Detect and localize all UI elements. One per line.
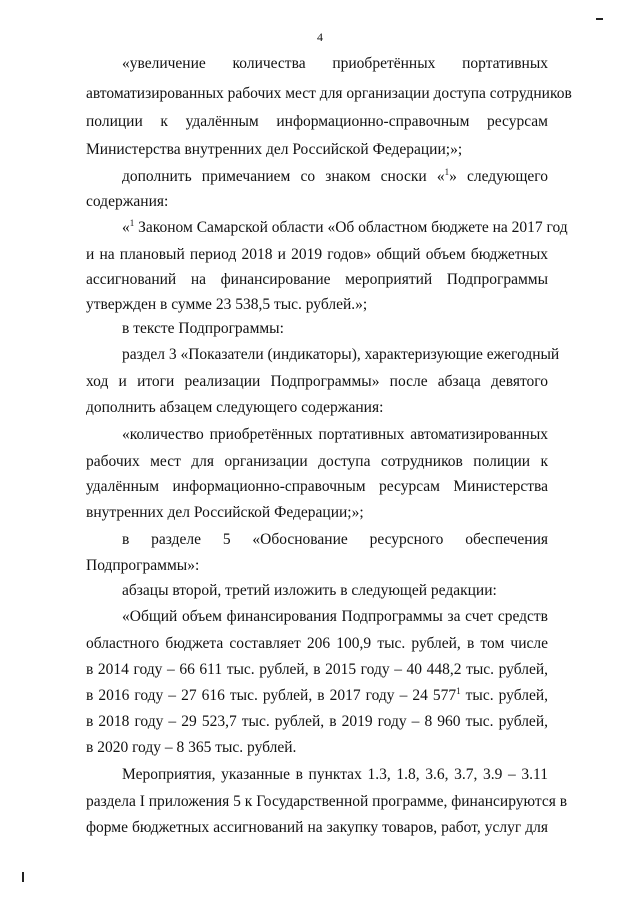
text-line: «Общий объем финансирования Подпрограммы за счет средств [122,608,548,625]
text-line: содержания: [86,193,169,210]
text-line: рабочих мест для организации доступа сотрудников полиции к [86,453,548,470]
text-line: и на плановый период 2018 и 2019 годов» общий объем бюджетных [86,246,548,263]
text-line: в тексте Подпрограммы: [122,320,284,337]
text-line: областного бюджета составляет 206 100,9 тыс. рублей, в том числе [86,635,548,652]
text-line: внутренних дел Российской Федерации;»; [86,504,364,521]
text-line: Министерства внутренних дел Российской Федерации;»; [86,141,463,158]
text-line: ход и итоги реализации Подпрограммы» после абзаца девятого [86,373,548,390]
page-number: 4 [317,30,323,44]
text-line: утвержден в сумме 23 538,5 тыс. рублей.»; [86,296,368,313]
footnote-mark: 1 [129,218,135,228]
scan-mark-bottom-left [22,872,24,882]
text-line: в 2020 году – 8 365 тыс. рублей. [86,739,297,756]
text-line: в разделе 5 «Обоснование ресурсного обеспечения [122,531,548,548]
footnote-mark: 1 [444,167,450,177]
text-line: автоматизированных рабочих мест для организации доступа сотрудников [86,85,572,102]
text-line: дополнить абзацем следующего содержания: [86,399,384,416]
text-line: в 2014 году – 66 611 тыс. рублей, в 2015 году – 40 448,2 тыс. рублей, [86,661,548,678]
text-line: в 2016 году – 27 616 тыс. рублей, в 2017 году – 24 $577^1$ тыс. рублей, [86,686,548,704]
text-line: Мероприятия, указанные в пунктах 1.3, 1.8, 3.6, 3.7, 3.9 – 3.11 [122,766,548,783]
text-line: полиции к удалённым информационно-справочным ресурсам [86,113,548,130]
text-line: «$^1$ Законом Самарской области «Об областном бюджете на 2017 год [122,218,568,236]
text-line: «увеличение количества приобретённых портативных [122,55,548,72]
text-line: раздела I приложения 5 к Государственной программе, финансируются в [86,793,568,810]
text-line: ассигнований на финансирование мероприятий Подпрограммы [86,271,548,288]
text-line: «количество приобретённых портативных автоматизированных [122,426,548,443]
text-line: дополнить примечанием со знаком сноски «$^1$» следующего [122,167,548,185]
scan-mark-top-right [596,18,603,20]
text-line: в 2018 году – 29 523,7 тыс. рублей, в 2019 году – 8 960 тыс. рублей, [86,713,548,730]
text-line: удалённым информационно-справочным ресурсам Министерства [86,478,548,495]
footnote-mark: 1 [456,686,461,696]
text-line: абзацы второй, третий изложить в следующей редакции: [122,582,497,599]
text-line: раздел 3 «Показатели (индикаторы), характеризующие ежегодный [122,346,560,363]
text-line: Подпрограммы»: [86,557,200,574]
text-line: форме бюджетных ассигнований на закупку товаров, работ, услуг для [86,819,548,836]
